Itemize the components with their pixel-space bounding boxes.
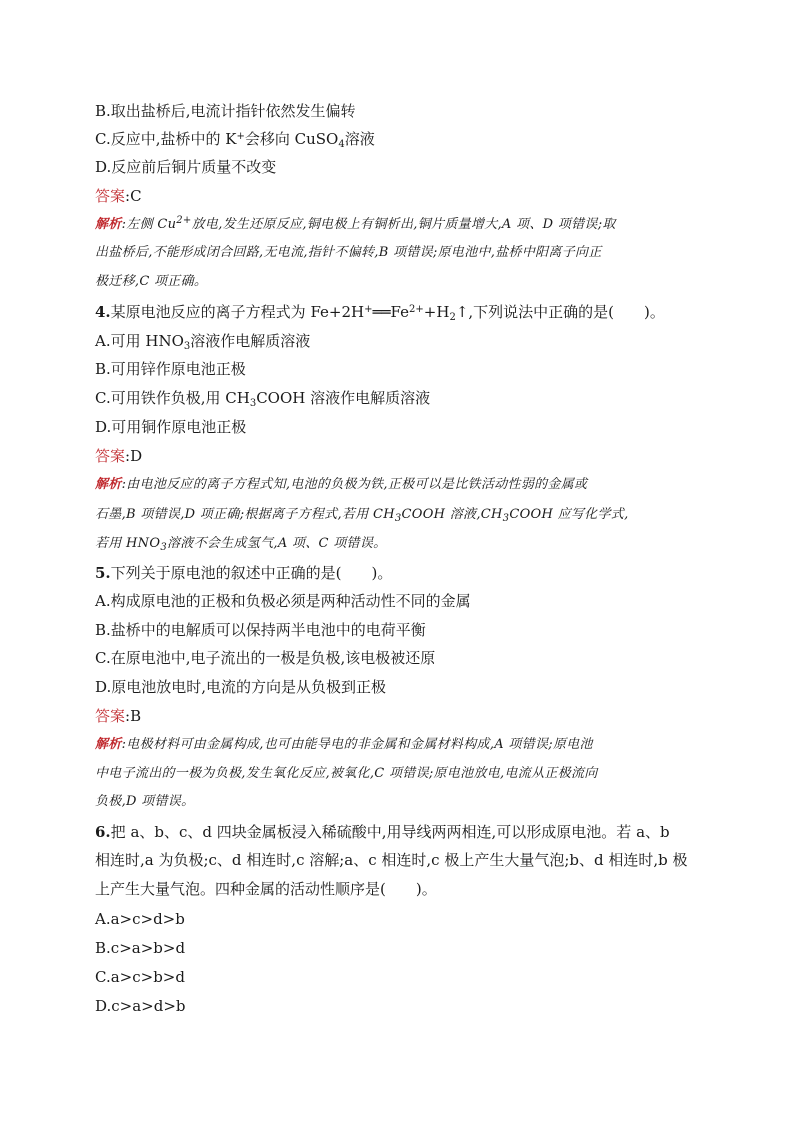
q6-stem-text-3: 上产生大量气泡。四种金属的活动性顺序是( )。 bbox=[95, 880, 437, 898]
q4-stem-text-4: ↑,下列说法中正确的是( )。 bbox=[455, 303, 665, 321]
q6-option-d-text: D.c>a>d>b bbox=[95, 997, 186, 1015]
q5-explanation-text-2: 中电子流出的一极为负极,发生氧化反应,被氧化,C 项错误;原电池放电,电流从正极流向 bbox=[95, 766, 598, 781]
q5-option-b-text: B.盐桥中的电解质可以保持两半电池中的电荷平衡 bbox=[95, 621, 426, 639]
q6-option-b bbox=[95, 938, 185, 958]
q6-stem-line-2 bbox=[95, 850, 688, 870]
q4-number: 4. bbox=[95, 303, 111, 321]
q4-option-d-text: D.可用铜作原电池正极 bbox=[95, 418, 247, 436]
q6-option-a-text: A.a>c>d>b bbox=[95, 910, 185, 928]
q4-stem-subscript: 2 bbox=[449, 312, 456, 323]
q5-option-d-text: D.原电池放电时,电流的方向是从负极到正极 bbox=[95, 678, 387, 696]
q4-option-c bbox=[95, 388, 430, 408]
q5-number: 5. bbox=[95, 564, 111, 582]
q5-option-a-text: A.构成原电池的正极和负极必须是两种活动性不同的金属 bbox=[95, 592, 471, 610]
q4-explanation-text-2: 石墨,B 项错误,D 项正确;根据离子方程式,若用 CH bbox=[95, 507, 395, 522]
q4-stem-superscript: + bbox=[364, 304, 373, 315]
q4-stem-text-3: +H bbox=[423, 303, 450, 321]
q4-stem-superscript-2: 2+ bbox=[409, 304, 424, 315]
q4-explanation-text-5: 若用 HNO bbox=[95, 536, 161, 551]
q5-option-c-text: C.在原电池中,电子流出的一极是负极,该电极被还原 bbox=[95, 649, 436, 667]
q4-explanation-text-6: 溶液不会生成氢气,A 项、C 项错误。 bbox=[166, 536, 387, 551]
q4-explanation-text: :由电池反应的离子方程式知,电池的负极为铁,正极可以是比铁活动性弱的金属或 bbox=[121, 477, 588, 492]
q4-answer bbox=[95, 446, 142, 466]
q3-explanation-text-2: 放电,发生还原反应,铜电极上有铜析出,铜片质量增大,A 项、D 项错误;取 bbox=[191, 217, 616, 232]
q4-explanation-text-3: COOH 溶液,CH bbox=[401, 507, 503, 522]
q3-option-c bbox=[95, 129, 375, 149]
q3-explanation-line-1 bbox=[95, 215, 616, 235]
q4-stem-text-2: ══Fe bbox=[372, 303, 410, 321]
q4-option-c-text: C.可用铁作负极,用 CH bbox=[95, 389, 250, 407]
q4-option-a-subscript: 3 bbox=[183, 341, 191, 352]
q3-explanation-text: :左侧 Cu bbox=[121, 217, 177, 232]
q6-option-c bbox=[95, 967, 185, 987]
q4-explanation-subscript-3: 3 bbox=[160, 542, 167, 553]
q3-answer-value: :C bbox=[125, 187, 142, 205]
q3-answer bbox=[95, 186, 142, 206]
q5-stem bbox=[95, 563, 392, 583]
q6-number: 6. bbox=[95, 823, 111, 841]
q5-explanation-text-3: 负极,D 项错误。 bbox=[95, 794, 195, 809]
q3-option-c-text-2: 会移向 CuSO bbox=[244, 130, 339, 148]
q3-option-b-text: B.取出盐桥后,电流计指针依然发生偏转 bbox=[95, 102, 356, 120]
q4-explanation-line-2 bbox=[95, 505, 629, 525]
q3-option-c-superscript: + bbox=[236, 131, 245, 142]
q4-option-b bbox=[95, 359, 246, 379]
q4-option-a-text-2: 溶液作电解质溶液 bbox=[190, 332, 311, 350]
q5-answer bbox=[95, 706, 141, 726]
q4-explanation-subscript-2: 3 bbox=[502, 513, 510, 524]
q3-explanation-line-2 bbox=[95, 243, 602, 263]
q6-option-d bbox=[95, 996, 186, 1016]
q3-option-d-text: D.反应前后铜片质量不改变 bbox=[95, 158, 277, 176]
q5-option-c bbox=[95, 648, 435, 668]
q3-explanation-line-3 bbox=[95, 272, 207, 292]
q3-explanation-text-3: 出盐桥后,不能形成闭合回路,无电流,指针不偏转,B 项错误;原电池中,盐桥中阳离子向正 bbox=[95, 245, 602, 260]
q3-option-b bbox=[95, 101, 356, 121]
q5-explanation-text: :电极材料可由金属构成,也可由能导电的非金属和金属材料构成,A 项错误;原电池 bbox=[121, 737, 593, 752]
q5-option-d bbox=[95, 677, 386, 697]
q4-explanation-subscript: 3 bbox=[394, 513, 402, 524]
q6-option-a bbox=[95, 909, 185, 929]
q4-explanation-line-1 bbox=[95, 475, 587, 495]
q4-option-a bbox=[95, 331, 310, 351]
q3-option-c-subscript: 4 bbox=[338, 139, 345, 150]
q3-answer-label: 答案 bbox=[95, 187, 126, 205]
q5-explanation-line-2 bbox=[95, 764, 598, 784]
q6-stem-line-3 bbox=[95, 879, 437, 899]
q6-option-c-text: C.a>c>b>d bbox=[95, 968, 185, 986]
q6-option-b-text: B.c>a>b>d bbox=[95, 939, 186, 957]
q5-option-b bbox=[95, 620, 426, 640]
q4-explanation-line-3 bbox=[95, 534, 386, 554]
q4-option-a-text: A.可用 HNO bbox=[95, 332, 184, 350]
q4-stem bbox=[95, 302, 665, 322]
q5-stem-text: 下列关于原电池的叙述中正确的是( )。 bbox=[110, 564, 393, 582]
q4-answer-value: :D bbox=[125, 447, 143, 465]
q3-option-d bbox=[95, 157, 276, 177]
q3-option-c-text-3: 溶液 bbox=[344, 130, 375, 148]
q3-explanation-label: 解析 bbox=[95, 217, 122, 232]
q6-stem-text-2: 相连时,a 为负极;c、d 相连时,c 溶解;a、c 相连时,c 极上产生大量气泡;b、d 相连时,b 极 bbox=[95, 851, 688, 869]
q4-answer-label: 答案 bbox=[95, 447, 126, 465]
q5-explanation-line-3 bbox=[95, 792, 194, 812]
q4-option-c-text-2: COOH 溶液作电解质溶液 bbox=[256, 389, 431, 407]
q6-stem-line-1 bbox=[95, 822, 670, 842]
q5-answer-value: :B bbox=[125, 707, 142, 725]
q5-option-a bbox=[95, 591, 471, 611]
q4-explanation-label: 解析 bbox=[95, 477, 122, 492]
q4-option-b-text: B.可用锌作原电池正极 bbox=[95, 360, 246, 378]
q5-explanation-label: 解析 bbox=[95, 737, 122, 752]
q5-answer-label: 答案 bbox=[95, 707, 126, 725]
q6-stem-text: 把 a、b、c、d 四块金属板浸入稀硫酸中,用导线两两相连,可以形成原电池。若 a、b bbox=[110, 823, 670, 841]
q4-option-c-subscript: 3 bbox=[249, 398, 257, 409]
q5-explanation-line-1 bbox=[95, 735, 593, 755]
q4-option-d bbox=[95, 417, 246, 437]
q4-explanation-text-4: COOH 应写化学式, bbox=[509, 507, 629, 522]
q3-option-c-text: C.反应中,盐桥中的 K bbox=[95, 130, 237, 148]
q3-explanation-superscript: 2+ bbox=[176, 215, 192, 226]
q4-stem-text: 某原电池反应的离子方程式为 Fe+2H bbox=[110, 303, 365, 321]
q3-explanation-text-4: 极迁移,C 项正确。 bbox=[95, 274, 208, 289]
